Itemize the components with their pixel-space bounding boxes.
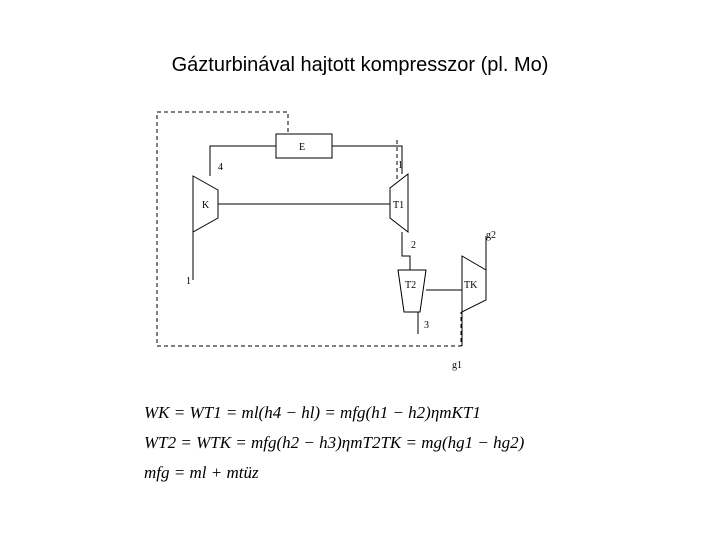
label-g2: g2: [486, 230, 496, 241]
equation-1: WK = WT1 = ml(h4 − hl) = mfg(h1 − h2)ηmKT1: [144, 403, 481, 422]
label-T2: T2: [405, 280, 417, 291]
equation-3: mfg = ml + mtüz: [144, 463, 259, 482]
slide-title: Gázturbinával hajtott kompresszor (pl. Mo): [171, 54, 549, 76]
label-K: K: [202, 200, 210, 211]
turbine-T2: [398, 270, 426, 312]
label-1-left: 1: [186, 276, 191, 287]
equation-2: WT2 = WTK = mfg(h2 − h3)ηmT2TK = mg(hg1 − hg2): [144, 433, 525, 452]
label-4: 4: [218, 162, 223, 173]
label-3: 3: [424, 320, 429, 331]
label-g1: g1: [452, 360, 462, 371]
label-E: E: [299, 142, 306, 153]
label-2: 2: [411, 240, 416, 251]
label-T1: T1: [393, 200, 405, 211]
line-T1-to-T2: [402, 232, 410, 270]
label-TK: TK: [464, 280, 478, 291]
label-1-top: 1: [398, 160, 403, 171]
line-combustor-to-turbine: [332, 146, 402, 174]
